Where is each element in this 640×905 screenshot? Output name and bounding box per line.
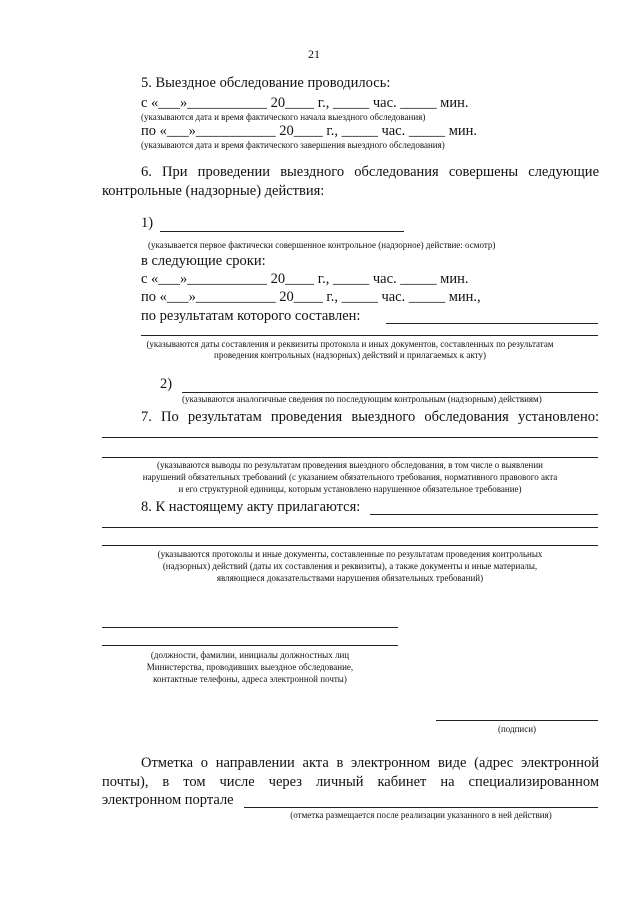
section-7-note-2: нарушений обязательных требований (с указанием обязательного требования, нормативного правового акта (142, 472, 558, 482)
item-2-number: 2) (160, 376, 173, 392)
officials-note-1: (должности, фамилии, инициалы должностных лиц (150, 650, 350, 660)
officials-blank-2 (102, 645, 398, 646)
section-7-note-3: и его структурной единицы, которым установлено нарушенное обязательное требование) (178, 484, 522, 494)
item-1-blank-line (160, 231, 404, 232)
signatures-note: (подписи) (497, 724, 537, 734)
item-1-note: (указывается первое фактически совершенное контрольное (надзорное) действие: осмотр) (148, 240, 496, 250)
section-8-blank-2 (102, 545, 598, 546)
section-8-heading: 8. К настоящему акту прилагаются: (141, 499, 361, 515)
mark-line-2: почты), в том числе через личный кабинет на специализированном (102, 774, 599, 790)
officials-blank-1 (102, 627, 398, 628)
section-8-blank-0 (370, 514, 598, 515)
mark-line-3: электронном портале (102, 792, 234, 808)
item-1-result-blank (386, 323, 598, 324)
officials-note-3: контактные телефоны, адреса электронной почты) (153, 674, 347, 684)
mark-note: (отметка размещается после реализации указанного в ней действия) (290, 810, 552, 820)
mark-line-1: Отметка о направлении акта в электронном виде (адрес электронной (141, 755, 599, 771)
section-8-blank-1 (102, 527, 598, 528)
section-8-note-1: (указываются протоколы и иные документы, составленные по результатам проведения контрольных (157, 549, 543, 559)
item-2-blank-line (182, 392, 598, 393)
section-6-heading-line1: 6. При проведении выездного обследования совершены следующие (141, 164, 599, 180)
mark-blank-line (244, 807, 598, 808)
section-5-end-note: (указываются дата и время фактического завершения выездного обследования) (141, 140, 445, 150)
section-7-note-1: (указываются выводы по результатам проведения выездного обследования, в том числе о выявлении (157, 460, 543, 470)
section-5-heading: 5. Выездное обследование проводилось: (141, 75, 391, 91)
item-1-start-datetime: с «___»___________ 20____ г., _____ час. _____ мин. (141, 271, 469, 287)
section-6-heading-line2: контрольные (надзорные) действия: (102, 183, 325, 199)
signatures-blank (436, 720, 598, 721)
section-5-end-datetime: по «___»___________ 20____ г., _____ час. _____ мин. (141, 123, 478, 139)
section-7-heading: 7. По результатам проведения выездного обследования установлено: (141, 409, 599, 425)
item-2-note: (указываются аналогичные сведения по последующим контрольным (надзорным) действиям) (182, 394, 542, 404)
item-1-result-blank-2 (141, 335, 598, 336)
item-1-result-note-2: проведения контрольных (надзорных) действий и прилагаемых к акту) (214, 350, 486, 360)
section-8-note-3: являющиеся доказательствами нарушения обязательных требований) (216, 573, 484, 583)
item-1-result-note-1: (указываются даты составления и реквизиты протокола и иных документов, составленных по результатам (146, 339, 554, 349)
terms-label: в следующие сроки: (141, 253, 266, 269)
officials-note-2: Министерства, проводивших выездное обследование, (146, 662, 354, 672)
item-1-number: 1) (141, 215, 154, 231)
page-number: 21 (308, 47, 320, 61)
item-1-result-label: по результатам которого составлен: (141, 308, 361, 324)
section-5-start-note: (указываются дата и время фактического начала выездного обследования) (141, 112, 426, 122)
item-1-end-datetime: по «___»___________ 20____ г., _____ час. _____ мин., (141, 289, 481, 305)
section-7-blank-2 (102, 457, 598, 458)
section-7-blank-1 (102, 437, 598, 438)
section-8-note-2: (надзорных) действий (даты их составления и реквизиты), а также документы и иные материалы, (162, 561, 538, 571)
section-5-start-datetime: с «___»___________ 20____ г., _____ час. _____ мин. (141, 95, 469, 111)
